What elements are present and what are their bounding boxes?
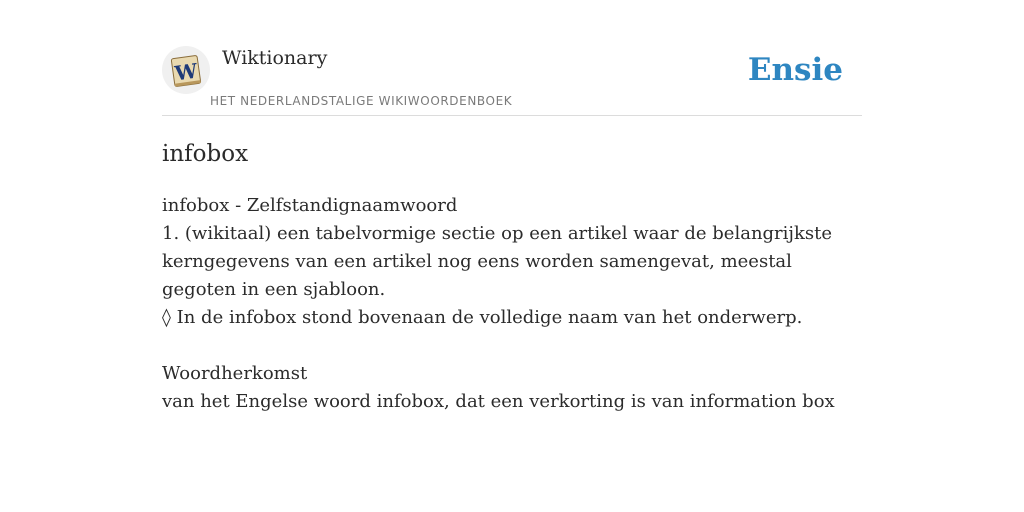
wiktionary-logo (162, 46, 210, 94)
ensie-brand-link[interactable]: Ensie (747, 52, 843, 88)
etymology-heading: Woordherkomst (162, 363, 308, 384)
section-spacer (162, 332, 862, 360)
header (162, 0, 862, 116)
definition-text: 1. (wikitaal) een tabelvormige sectie op een artikel waar de belangrijkste kerngegevens van een artikel nog eens worden samengevat, meestal gegoten in een sjabloon. (162, 223, 833, 300)
site-name[interactable]: Wiktionary (222, 47, 328, 69)
example-sentence: ◊ In de infobox stond bovenaan de volledige naam van het onderwerp. (162, 307, 803, 328)
logo-letter: W (173, 58, 199, 86)
page-card (162, 0, 862, 512)
part-of-speech-line: infobox - Zelfstandignaamwoord (162, 195, 458, 216)
site-tagline: HET NEDERLANDSTALIGE WIKIWOORDENBOEK (210, 94, 513, 108)
entry-content (162, 192, 862, 416)
etymology-text: van het Engelse woord infobox, dat een verkorting is van information box (162, 391, 835, 412)
page-title: infobox (162, 141, 249, 167)
